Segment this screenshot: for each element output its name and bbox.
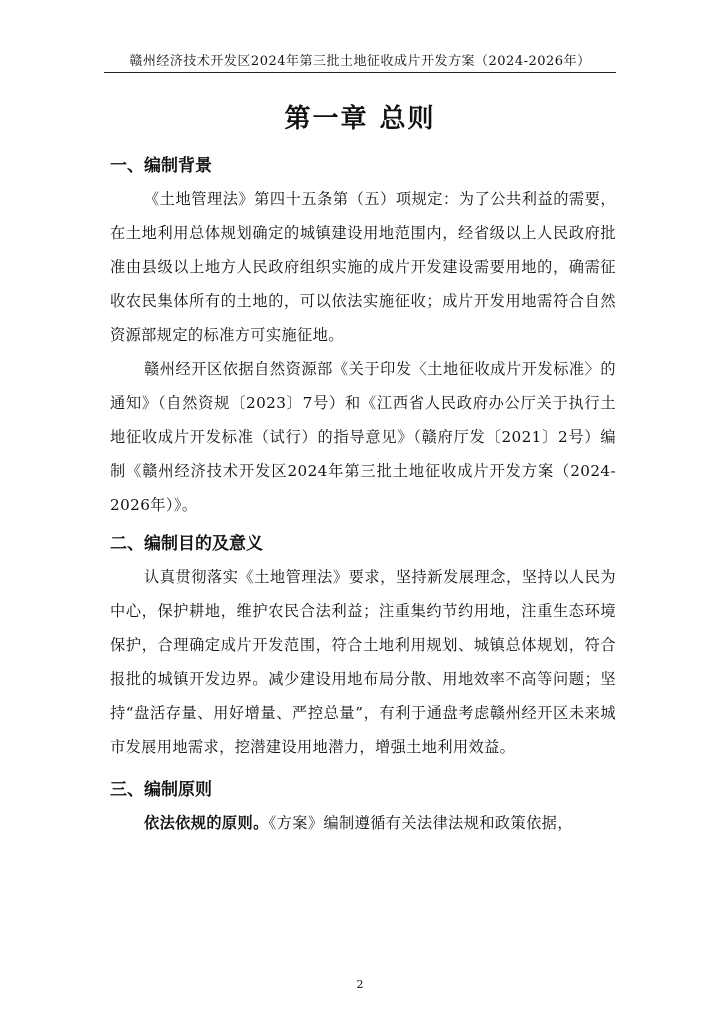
paragraph-background-1: 《土地管理法》第四十五条第（五）项规定：为了公共利益的需要，在土地利用总体规划确定的城镇建设用地范围内，经省级以上人民政府批准由县级以上地方人民政府组织实施的成片开发建设需要用地的，确需征收农民集体所有的土地的，可以依法实施征收；成片开发用地需符合自然资源部规定的标准方可实施征地。 bbox=[110, 190, 616, 344]
paragraph-principles-1 bbox=[110, 806, 616, 840]
section-heading-principles: 三、编制原则 bbox=[110, 780, 212, 800]
section-heading-purpose: 二、编制目的及意义 bbox=[110, 534, 263, 554]
chapter-title: 第一章 总则 bbox=[284, 104, 436, 134]
section-heading-background: 一、编制背景 bbox=[110, 156, 212, 176]
principle-lead-bold: 依法依规的原则。 bbox=[144, 814, 269, 832]
paragraph-purpose-1: 认真贯彻落实《土地管理法》要求，坚持新发展理念，坚持以人民为中心，保护耕地，维护农民合法利益；注重集约节约用地，注重生态环境保护，合理确定成片开发范围，符合土地利用规划、城镇总体规划，符合报批的城镇开发边界。减少建设用地布局分散、用地效率不高等问题；坚持“盘活存量、用好增量、严控总量”，有利于通盘考虑赣州经开区未来城市发展用地需求，挖潜建设用地潜力，增强土地利用效益。 bbox=[110, 568, 616, 756]
page-number: 2 bbox=[356, 978, 364, 991]
running-header: 赣州经济技术开发区2024年第三批土地征收成片开发方案（2024-2026年） bbox=[129, 54, 591, 69]
header-rule bbox=[104, 72, 616, 73]
paragraph-background-2: 赣州经开区依据自然资源部《关于印发〈土地征收成片开发标准〉的通知》（自然资规〔2023〕7号）和《江西省人民政府办公厅关于执行土地征收成片开发标准（试行）的指导意见》（赣府厅发〔2021〕2号）编制《赣州经济技术开发区2024年第三批土地征收成片开发方案（2024-2026年）》。 bbox=[110, 360, 616, 514]
principle-lead-text: 《方案》编制遵循有关法律法规和政策依据， bbox=[268, 814, 573, 832]
document-body bbox=[110, 148, 616, 840]
